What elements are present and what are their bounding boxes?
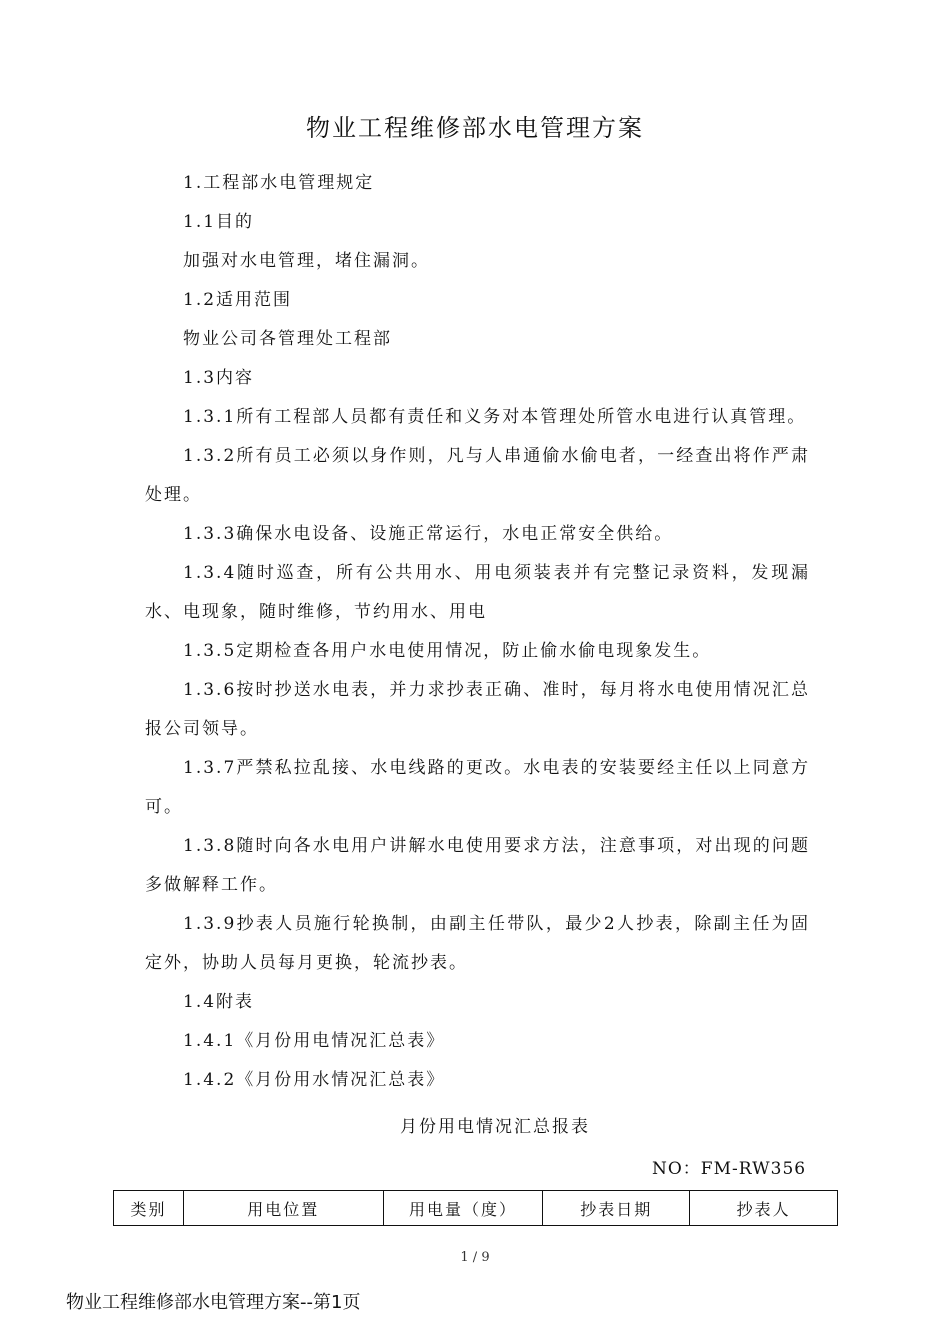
report-title: 月份用电情况汇总报表	[400, 1117, 590, 1137]
paragraph: 1.3.9抄表人员施行轮换制，由副主任带队，最少2人抄表，除副主任为固定外，协助人员每月更换，轮流抄表。	[145, 914, 810, 973]
page-indicator: 1 / 9	[460, 1250, 490, 1265]
paragraph: 1.3.7严禁私拉乱接、水电线路的更改。水电表的安装要经主任以上同意方可。	[145, 758, 810, 817]
paragraph: 1.4.2《月份用水情况汇总表》	[183, 1070, 446, 1090]
table-header-row	[114, 1191, 838, 1226]
footer-caption: 物业工程维修部水电管理方案--第1页	[66, 1292, 361, 1313]
paragraph: 1.3.6按时抄送水电表，并力求抄表正确、准时，每月将水电使用情况汇总报公司领导。	[145, 680, 810, 739]
paragraph: 物业公司各管理处工程部	[183, 329, 392, 349]
paragraph: 1.3.3确保水电设备、设施正常运行，水电正常安全供给。	[183, 524, 674, 544]
column-header-reader: 抄表人	[690, 1191, 838, 1226]
paragraph: 1.4附表	[183, 992, 255, 1012]
document-title: 物业工程维修部水电管理方案	[306, 114, 644, 142]
form-number: NO：FM-RW356	[652, 1159, 807, 1179]
paragraph: 1.3.2所有员工必须以身作则，凡与人串通偷水偷电者，一经查出将作严肃处理。	[145, 446, 810, 505]
paragraph: 1.4.1《月份用电情况汇总表》	[183, 1031, 446, 1051]
paragraph: 1.3.5定期检查各用户水电使用情况，防止偷水偷电现象发生。	[183, 641, 712, 661]
paragraph: 1.3.1所有工程部人员都有责任和义务对本管理处所管水电进行认真管理。	[183, 407, 807, 427]
paragraph: 1.1目的	[183, 212, 255, 232]
electricity-summary-table	[113, 1190, 838, 1226]
document-body	[145, 164, 810, 1100]
column-header-location: 用电位置	[183, 1191, 383, 1226]
column-header-reading-date: 抄表日期	[543, 1191, 690, 1226]
paragraph: 1.2适用范围	[183, 290, 293, 310]
paragraph: 1.3.8随时向各水电用户讲解水电使用要求方法，注意事项，对出现的问题多做解释工作。	[145, 836, 810, 895]
paragraph: 1.3内容	[183, 368, 255, 388]
paragraph: 1.3.4随时巡查，所有公共用水、用电须装表并有完整记录资料，发现漏水、电现象，随时维修，节约用水、用电	[145, 563, 810, 622]
column-header-category: 类别	[114, 1191, 184, 1226]
column-header-usage: 用电量（度）	[383, 1191, 543, 1226]
paragraph: 1.工程部水电管理规定	[183, 173, 375, 193]
paragraph: 加强对水电管理，堵住漏洞。	[183, 251, 430, 271]
